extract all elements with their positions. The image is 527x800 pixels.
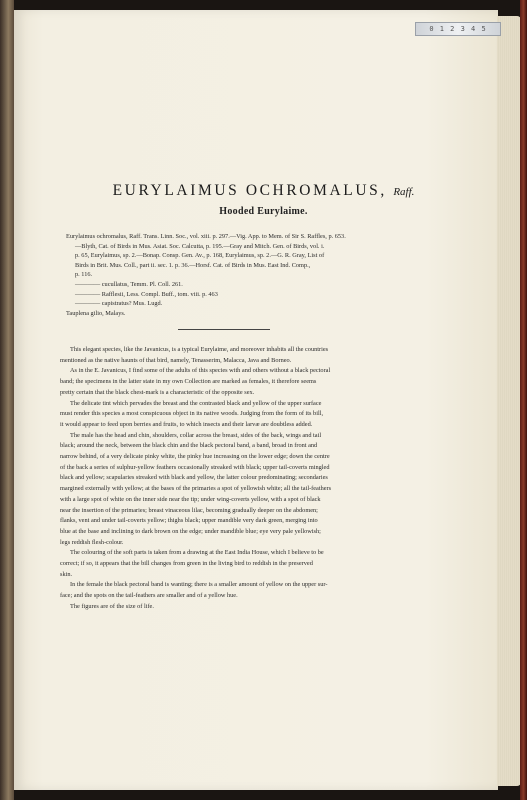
body-line: flanks, vent and under tail-coverts yellow; thighs black; upper mandible very dark green, merging into <box>60 517 318 525</box>
scale-strip-label: 0 1 2 3 4 5 <box>429 25 487 33</box>
page-edges <box>497 16 521 786</box>
body-line: band; the specimens in the latter state in my own Collection are marked as females, it therefore seems <box>60 378 317 386</box>
synonymy-block <box>66 232 461 318</box>
synonymy-line: ———— capistratus? Mus. Lugd. <box>75 300 163 308</box>
body-line: face; and the spots on the tail-feathers are smaller and of a yellow hue. <box>60 592 238 600</box>
body-line: of the back a series of sulphur-yellow feathers occasionally streaked with black; upper tail-coverts mingled <box>60 463 330 471</box>
common-name: Hooded Eurylaime. <box>219 206 308 217</box>
synonymy-line: Eurylaimus ochromalus, Raff. Trans. Linn. Soc., vol. xiii. p. 297.—Vig. App. to Mem. of Sir S. Raffles, p. 653. <box>66 233 346 240</box>
body-line: must render this species a most conspicuous object in its native woods. Judging from the form of its bill, <box>60 410 324 418</box>
description-text <box>60 345 465 613</box>
body-line: This elegant species, like the Javanicus, is a typical Eurylaime, and moreover inhabits all the countries <box>70 346 329 353</box>
body-line: correct; if so, it appears that the bill changes from green in the living bird to reddish in the preserved <box>60 560 313 568</box>
body-line: blue at the base and inclining to dark brown on the edge; under mandible blue; eye very pale yellowish; <box>60 527 321 535</box>
body-line: skin. <box>60 570 73 578</box>
book-cover-edge <box>520 0 527 800</box>
synonymy-line: p. 65, Eurylaimus, sp. 2.—Bonap. Consp. Gen. Av., p. 168, Eurylaimus, sp. 2.—G. R. Gray, List of <box>75 252 325 260</box>
synonymy-line: ———— Rafflesii, Less. Compl. Buff., tom. viii. p. 463 <box>75 290 218 298</box>
body-line: mentioned as the native haunts of that bird, namely, Tenasserim, Malacca, Java and Borneo. <box>60 356 292 364</box>
body-line: As in the E. Javanicus, I find some of the adults of this species with and others without a black pectoral <box>70 367 331 375</box>
body-line: narrow behind, of a very delicate pinky white, the pinky hue increasing on the lower edge; down the centre <box>60 453 330 461</box>
book-binding-left <box>0 0 14 800</box>
title-author: Raff. <box>393 186 415 198</box>
divider-rule <box>178 329 270 330</box>
body-line: near the insertion of the primaries; breast vinaceous lilac, becoming gradually deeper on the abdomen; <box>60 506 318 514</box>
synonymy-line: ———— cucullatus, Temm. Pl. Coll. 261. <box>75 280 183 288</box>
synonymy-line: Birds in Brit. Mus. Coll., part ii. sec. 1. p. 36.—Horsf. Cat. of Birds in Mus. East Ind. Comp., <box>75 261 311 269</box>
body-line: black and yellow; scapularies streaked with black and yellow, the latter colour predominating; secondaries <box>60 474 328 482</box>
color-calibration-strip <box>415 22 501 36</box>
body-line: In the female the black pectoral band is wanting; there is a smaller amount of yellow on the upper sur- <box>70 581 328 589</box>
body-line: black; around the neck, between the black chin and the black pectoral band, a band, broad in front and <box>60 442 318 450</box>
body-line: The delicate tint which pervades the breast and the contrasted black and yellow of the upper surface <box>70 399 322 407</box>
body-line: pretty certain that the black chest-mark is a characteristic of the opposite sex. <box>60 388 255 396</box>
body-line: margined externally with yellow; at the bases of the primaries a spot of yellowish white; all the tail-feathers <box>60 485 332 493</box>
body-line: legs reddish flesh-colour. <box>60 538 124 546</box>
body-line: it would appear to feed upon berries and fruits, to which insects and their larvæ are doubtless added. <box>60 420 313 428</box>
body-line: with a large spot of white on the inner side near the tip; under wing-coverts yellow, with a spot of black <box>60 495 321 503</box>
body-line: The colouring of the soft parts is taken from a drawing at the East India House, which I believe to be <box>70 549 324 557</box>
synonymy-line: —Blyth, Cat. of Birds in Mus. Asiat. Soc. Calcutta, p. 195.—Gray and Mitch. Gen. of Birds, vol. i. <box>75 242 325 250</box>
body-line: The figures are of the size of life. <box>70 602 154 610</box>
body-line: The male has the head and chin, shoulders, collar across the breast, sides of the back, wings and tail <box>70 431 322 439</box>
species-name: EURYLAIMUS OCHROMALUS, <box>112 182 387 199</box>
synonymy-line: p. 116. <box>75 271 93 279</box>
synonymy-line: Tauplena gilio, Malays. <box>66 309 126 317</box>
page-title <box>0 182 527 200</box>
